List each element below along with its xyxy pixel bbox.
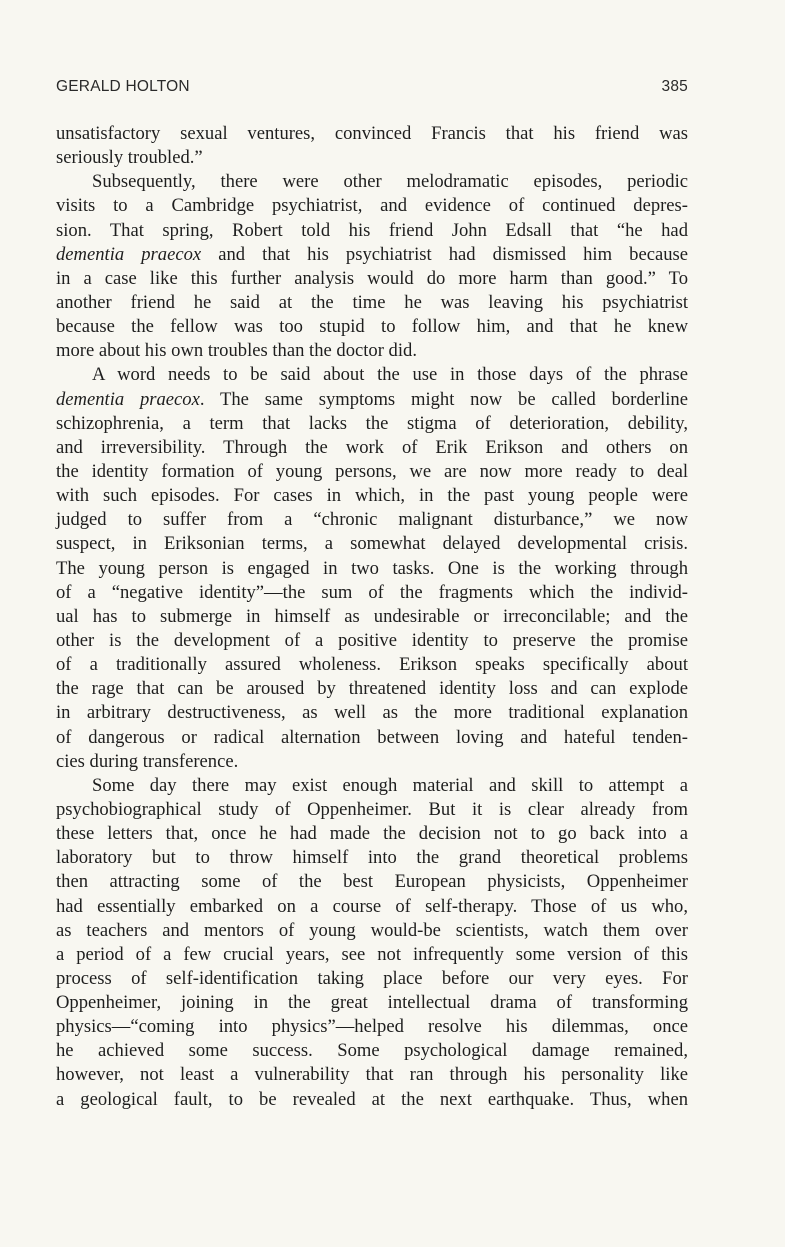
text-line: ual has to submerge in himself as undesirable or irreconcilable; and the <box>56 605 688 627</box>
text-line: in a case like this further analysis would do more harm than good.” To <box>56 267 688 289</box>
text-line: cies during transference. <box>56 750 239 772</box>
text-line: had essentially embarked on a course of self-therapy. Those of us who, <box>56 895 688 917</box>
running-header-author: GERALD HOLTON <box>56 78 190 95</box>
text-line: a geological fault, to be revealed at the next earthquake. Thus, when <box>56 1088 688 1110</box>
italic-term: dementia praecox <box>56 243 202 265</box>
text-line: of a traditionally assured wholeness. Erikson speaks specifically about <box>56 654 688 676</box>
text-line: with such episodes. For cases in which, in the past young people were <box>56 485 688 507</box>
text-line: in arbitrary destructiveness, as well as the more traditional explanation <box>56 702 688 724</box>
text-line: another friend he said at the time he was leaving his psychiatrist <box>56 291 688 313</box>
text-line: Oppenheimer, joining in the great intellectual drama of transforming <box>56 992 688 1014</box>
text-line: these letters that, once he had made the decision not to go back into a <box>56 823 688 845</box>
text-line: process of self-identification taking place before our very eyes. For <box>56 967 688 989</box>
paragraph-1 <box>56 122 688 170</box>
text-line: other is the development of a positive identity to preserve the promise <box>56 629 688 651</box>
body-text <box>56 122 688 1112</box>
text-line: physics—“coming into physics”—helped resolve his dilemmas, once <box>56 1016 688 1038</box>
text-line: A word needs to be said about the use in those days of the phrase <box>92 364 688 386</box>
text-line: a period of a few crucial years, see not infrequently some version of this <box>56 943 688 965</box>
text-line: as teachers and mentors of young would-be scientists, watch them over <box>56 919 688 941</box>
text-line: the rage that can be aroused by threatened identity loss and can explode <box>56 678 688 700</box>
text-line: visits to a Cambridge psychiatrist, and evidence of continued depres- <box>56 195 688 217</box>
running-header <box>56 78 688 100</box>
text-line: then attracting some of the best European physicists, Oppenheimer <box>56 871 688 893</box>
text-line: suspect, in Eriksonian terms, a somewhat delayed developmental crisis. <box>56 533 688 555</box>
text-line: The young person is engaged in two tasks. One is the working through <box>56 557 688 579</box>
text-line: more about his own troubles than the doctor did. <box>56 340 417 362</box>
text-line: of a “negative identity”—the sum of the fragments which the individ- <box>56 581 688 603</box>
text-line: Subsequently, there were other melodramatic episodes, periodic <box>92 171 688 193</box>
text-line: the identity formation of young persons, we are now more ready to deal <box>56 460 688 482</box>
text-line: however, not least a vulnerability that ran through his personality like <box>56 1064 688 1086</box>
text-line: unsatisfactory sexual ventures, convinced Francis that his friend was <box>56 123 688 144</box>
text-line: judged to suffer from a “chronic malignant disturbance,” we now <box>56 509 688 531</box>
text-line: schizophrenia, a term that lacks the stigma of deterioration, debility, <box>56 412 688 434</box>
text-line: Some day there may exist enough material and skill to attempt a <box>92 774 688 796</box>
paragraph-3 <box>56 363 688 773</box>
text-line: laboratory but to throw himself into the grand theoretical problems <box>56 847 688 869</box>
text-line: of dangerous or radical alternation between loving and hateful tenden- <box>56 726 688 748</box>
paragraph-4 <box>56 774 688 1112</box>
paragraph-2 <box>56 170 688 363</box>
italic-term: dementia praecox <box>56 388 200 410</box>
text-line: he achieved some success. Some psychological damage remained, <box>56 1040 688 1062</box>
text-line: dementia praecox and that his psychiatrist had dismissed him because <box>56 243 688 265</box>
text-line: dementia praecox. The same symptoms might now be called borderline <box>56 388 688 410</box>
text-line: and irreversibility. Through the work of Erik Erikson and others on <box>56 436 688 458</box>
text-line: because the fellow was too stupid to follow him, and that he knew <box>56 316 688 338</box>
page-number: 385 <box>661 78 688 95</box>
text-line: psychobiographical study of Oppenheimer. But it is clear already from <box>56 798 688 820</box>
text-line: sion. That spring, Robert told his friend John Edsall that “he had <box>56 219 688 241</box>
text-line: seriously troubled.” <box>56 147 203 169</box>
